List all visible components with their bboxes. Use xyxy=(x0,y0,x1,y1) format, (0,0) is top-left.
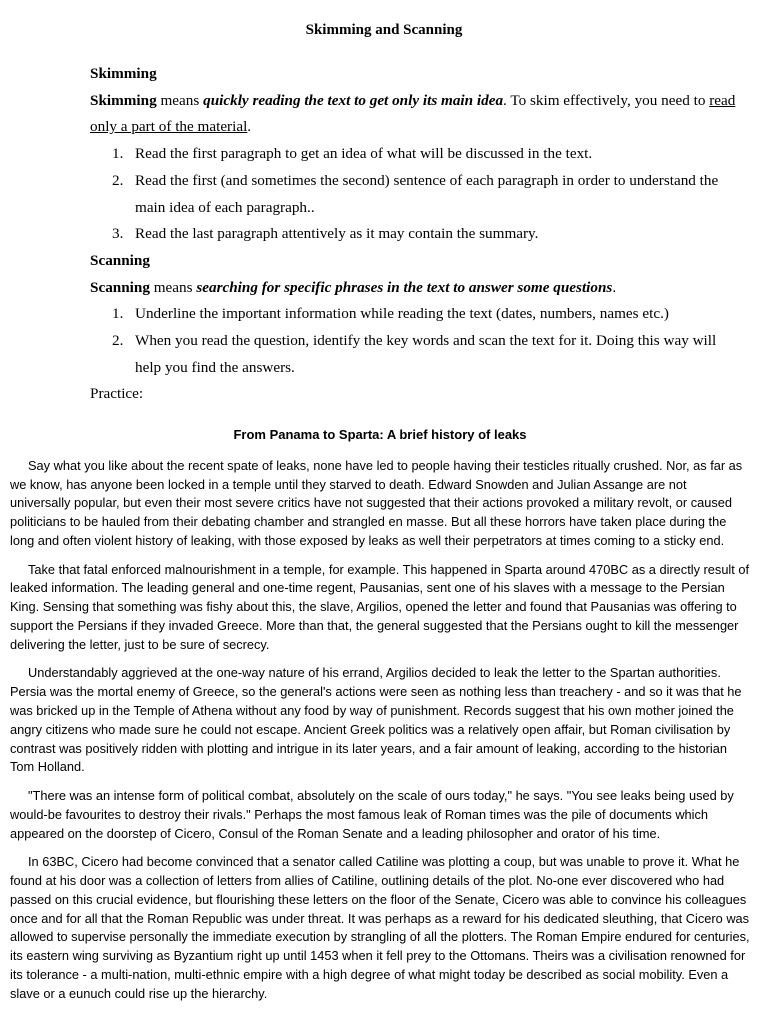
scanning-end-text: . xyxy=(612,278,617,296)
list-item-number: 1. xyxy=(112,145,124,163)
list-item xyxy=(90,221,740,248)
list-item xyxy=(90,328,740,381)
scanning-definition xyxy=(90,275,740,302)
article-paragraph: Take that fatal enforced malnourishment in a temple, for example. This happened in Sparta around 470BC as a directly result of leaked information. The leading general and one-time regent, Pausanias, sent one of his slaves with a message to the Persian King. Sensing that something was fishy about this, the slave, Argilios, opened the letter and found that Pausanias was offering to support the Persians if they invaded Greece. More than that, the general suggested that the Persians ought to kill the messenger delivering the letter, just to be sure of secrecy. xyxy=(10,561,750,652)
list-item-text: Read the last paragraph attentively as it may contain the summary. xyxy=(135,225,539,243)
skimming-means-text: means xyxy=(156,91,204,109)
list-item xyxy=(90,168,740,221)
skimming-heading: Skimming xyxy=(90,65,157,82)
list-item-text: Read the first (and sometimes the second) sentence of each paragraph in order to understand the main idea of each paragraph.. xyxy=(135,171,719,216)
skimming-underlined-text: read only a part of the material xyxy=(90,91,736,136)
page-title: Skimming and Scanning xyxy=(305,22,463,38)
scanning-steps-list xyxy=(90,301,740,381)
list-item-number: 3. xyxy=(112,225,124,243)
scanning-term: Scanning xyxy=(90,278,150,296)
skimming-definition-emphasis: quickly reading the text to get only its main idea xyxy=(203,91,504,109)
practice-article xyxy=(10,426,750,1013)
skimming-end-text: . xyxy=(247,118,252,136)
list-item-text: Read the first paragraph to get an idea of what will be discussed in the text. xyxy=(135,145,593,163)
scanning-definition-emphasis: searching for specific phrases in the text to answer some questions xyxy=(196,278,613,296)
article-paragraph: In 63BC, Cicero had become convinced that a senator called Catiline was plotting a coup, but was unable to prove it. What he found at his door was a collection of letters from allies of Catiline, outlining details of the plot. No-one ever discovered who had passed on this crucial evidence, but flourishing these letters on the floor of the Senate, Cicero was able to convince his colleagues once and for all that the Roman Republic was under threat. It was perhaps as a reward for his dedicated sleuthing, that Cicero was allowed to supervise personally the immediate execution by strangling of all the plotters. The Roman Empire endured for centuries, its eastern wing surviving as Byzantium right up until 1453 when it fell prey to the Ottomans. Theirs was a civilisation renowned for its tolerance - a multi-nation, multi-ethnic empire with a high degree of what might today be described as social mobility. Even a slave or a eunuch could rise up the hierarchy. xyxy=(10,854,750,1001)
list-item-number: 2. xyxy=(112,332,124,350)
scanning-heading: Scanning xyxy=(90,251,150,269)
worksheet-instructions xyxy=(90,61,740,408)
list-item-number: 2. xyxy=(112,171,124,189)
list-item-text: Underline the important information while reading the text (dates, numbers, names etc.) xyxy=(135,305,669,323)
article-paragraph: "There was an intense form of political combat, absolutely on the scale of ours today," he says. "You see leaks being used by would-be favourites to destroy their rivals." Perhaps the most famous leak of Roman times was the pile of documents which appeared on the doorstep of Cicero, Consul of the Roman Senate and a leading philosopher and orator of his time. xyxy=(10,787,734,841)
skimming-term: Skimming xyxy=(90,91,157,109)
skimming-definition xyxy=(90,88,740,141)
practice-label: Practice: xyxy=(90,385,144,403)
list-item xyxy=(90,301,740,328)
list-item-number: 1. xyxy=(112,305,124,323)
scanning-means-text: means xyxy=(149,278,197,296)
article-paragraph: Say what you like about the recent spate of leaks, none have led to people having their testicles ritually crushed. Nor, as far as we know, has anyone been locked in a temple until they starved to death. Edward Snowden and Julian Assange are not universally popular, but even their most severe critics have not suggested that their actions provoked a military revolt, or caused politicians to be hauled from their debating chamber and strangled en masse. But all these horrors have taken place during the long and often violent history of leaking, with those exposed by leaks as well their perpetrators at times coming to a sticky end. xyxy=(10,457,743,548)
skimming-rest-text: . To skim effectively, you need to xyxy=(503,91,710,109)
list-item xyxy=(90,141,740,168)
list-item-text: When you read the question, identify the key words and scan the text for it. Doing this way will help you find the answers. xyxy=(135,332,717,376)
article-paragraph: Understandably aggrieved at the one-way nature of his errand, Argilios decided to leak the letter to the Spartan authorities. Persia was the mortal enemy of Greece, so the general's actions were seen as nothing less than treachery - and so it was that he was bricked up in the Temple of Athena without any food by way of punishment. Records suggest that his own mother joined the angry citizens who made sure he could not escape. Ancient Greek politics was a relatively open affair, but Roman civilisation by contrast was positively ridden with plotting and intrigue in its later years, and a fair amount of leaking, according to the historian Tom Holland. xyxy=(10,665,742,775)
skimming-steps-list xyxy=(90,141,740,248)
article-title: From Panama to Sparta: A brief history of leaks xyxy=(233,427,527,442)
